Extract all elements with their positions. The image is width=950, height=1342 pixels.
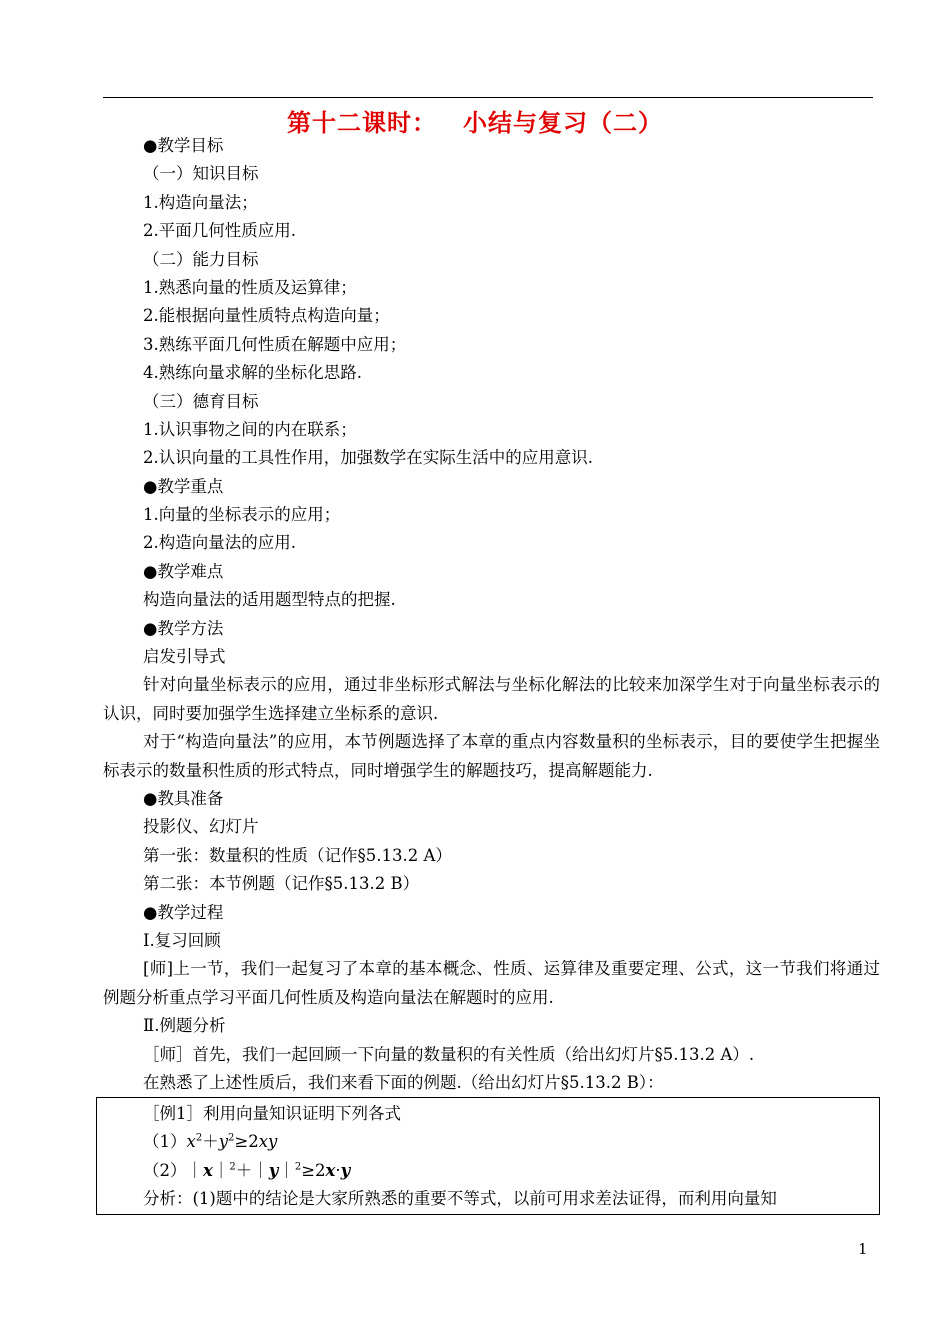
title-sub: 小结与复习（二） [463,109,663,137]
review-paragraph: [师]上一节，我们一起复习了本章的基本概念、性质、运算律及重要定理、公式，这一节我们将通过例题分析重点学习平面几何性质及构造向量法在解题时的应用. [103,959,880,1007]
list-item: 第二张：本节例题（记作§5.13.2 B） [143,874,420,894]
list-item: 2.构造向量法的应用. [143,533,296,553]
analysis-line-2: 在熟悉了上述性质后，我们来看下面的例题.（给出幻灯片§5.13.2 B）： [143,1072,664,1092]
list-item: 2.平面几何性质应用. [143,221,296,241]
list-item: 1.构造向量法； [143,192,258,212]
page-number: 1 [858,1240,868,1258]
key-points-heading: ●教学重点 [143,476,224,496]
difficulties-text: 构造向量法的适用题型特点的把握. [143,590,396,610]
example-title: ［例1］利用向量知识证明下列各式 [143,1104,401,1123]
example-analysis: 分析：(1)题中的结论是大家所熟悉的重要不等式，以前可用求差法证得，而利用向量知 [143,1189,777,1209]
list-item: 4.熟练向量求解的坐标化思路. [143,363,362,383]
example-item-1: $(1)x^2+y^2\ge 2xy$ [143,1132,278,1152]
list-item: 2.认识向量的工具性作用，加强数学在实际生活中的应用意识. [143,448,593,468]
method-name: 启发引导式 [143,647,226,667]
example-box [96,1097,880,1215]
method-paragraph-2: 对于“构造向量法”的应用，本节例题选择了本章的重点内容数量积的坐标表示，目的要使学生把握坐标表示的数量积性质的形式特点，同时增强学生的解题技巧，提高解题能力. [103,732,880,780]
list-item: 第一张：数量积的性质（记作§5.13.2 A） [143,845,452,865]
review-heading: Ⅰ.复习回顾 [143,931,221,950]
title-main: 第十二课时： [287,109,437,137]
list-item: 2.能根据向量性质特点构造向量； [143,306,390,326]
example-content [143,1100,879,1214]
objectives-heading: ●教学目标 [143,136,224,155]
list-item: 投影仪、幻灯片 [143,817,259,837]
list-item: 1.向量的坐标表示的应用； [143,505,341,525]
list-item: 1.熟悉向量的性质及运算律； [143,277,357,297]
analysis-line-1: ［师］首先，我们一起回顾一下向量的数量积的有关性质（给出幻灯片§5.13.2 A）. [143,1044,755,1064]
analysis-heading: Ⅱ.例题分析 [143,1016,226,1036]
document-body [103,132,880,1097]
method-heading: ●教学方法 [143,618,224,638]
process-heading: ●教学过程 [143,902,224,922]
header-rule [103,97,873,98]
ability-heading: （二）能力目标 [143,249,259,269]
example-item-2: （2）｜x｜$^2$＋｜y｜$^2$≥2x·y [143,1160,351,1180]
moral-heading: （三）德育目标 [143,391,259,411]
method-paragraph-1: 针对向量坐标表示的应用，通过非坐标形式解法与坐标化解法的比较来加深学生对于向量坐标表示的认识，同时要加强学生选择建立坐标系的意识. [103,675,880,723]
knowledge-heading: （一）知识目标 [143,164,259,184]
difficulties-heading: ●教学难点 [143,561,224,581]
tools-heading: ●教具准备 [143,789,224,809]
list-item: 1.认识事物之间的内在联系； [143,419,357,439]
list-item: 3.熟练平面几何性质在解题中应用； [143,334,407,354]
